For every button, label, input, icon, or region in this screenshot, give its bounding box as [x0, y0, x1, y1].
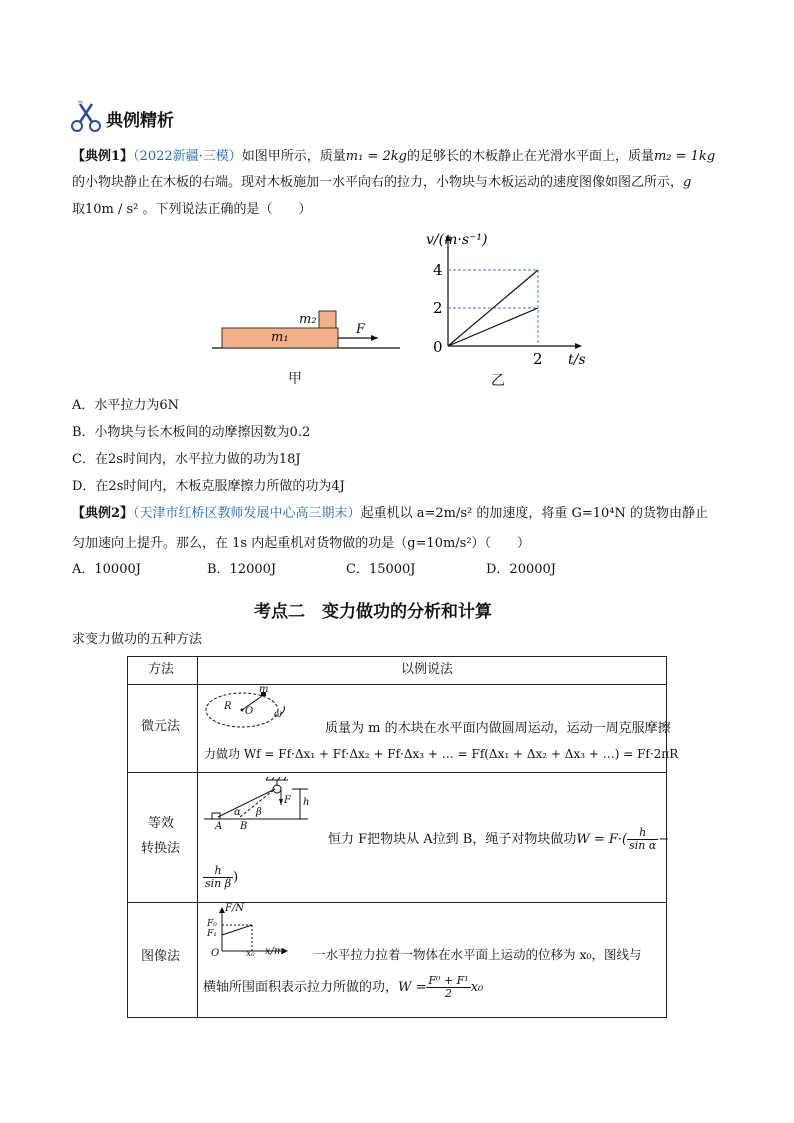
method-micro: 微元法 — [141, 719, 181, 734]
example2-text: 起重机以 a=2m/s² 的加速度，将重 G=10⁴N 的货物由静止 — [360, 506, 709, 521]
example1-text-b: 的足够长的木板静止在光滑水平面上，质量 — [406, 149, 654, 164]
m1-equation: m₁ = 2kg — [345, 149, 407, 164]
equiv-minus: − — [658, 832, 670, 847]
label-m2: m₂ — [299, 312, 317, 327]
ex2-option-a: A．10000J — [72, 562, 141, 577]
frac-h-sin-beta — [203, 865, 233, 890]
example1-line1 — [72, 149, 715, 165]
pulley-label-F: F — [284, 795, 291, 806]
example1-line2 — [72, 175, 691, 191]
equiv-desc — [328, 827, 669, 852]
example1-source: （2022新疆·三模） — [133, 149, 242, 164]
equiv-desc-2 — [203, 865, 238, 890]
circle-label-O: O — [245, 706, 254, 717]
ex2-option-c: C．15000J — [346, 562, 416, 577]
frac1-num: h — [627, 827, 658, 840]
methods-table — [127, 656, 679, 1018]
svg-text:✂: ✂ — [78, 99, 84, 106]
t-axis-arrow — [575, 343, 582, 349]
graph-frac-den: 2 — [445, 987, 453, 1000]
example2-line2: 匀加速向上提升。那么，在 1s 内起重机对货物做的功是（g=10m/s²）（ ） — [72, 536, 531, 551]
circle-label-m: m — [259, 684, 269, 695]
label-m1: m₁ — [271, 330, 289, 345]
equiv-desc-text: 恒力 F把物块从 A拉到 B，绳子对物块做功 — [328, 832, 577, 847]
example2-source: （天津市红桥区教师发展中心高三期末） — [133, 506, 361, 521]
method-graph: 图像法 — [141, 949, 181, 964]
pulley-label-B: B — [240, 821, 248, 832]
scissors-icon — [68, 96, 104, 134]
graph-x0: x₀ — [470, 980, 484, 995]
equiv-close: ) — [233, 870, 239, 885]
ex2-option-d: D．20000J — [486, 562, 556, 577]
frac2-den: sin β — [205, 877, 232, 890]
block-m2 — [319, 311, 336, 328]
y-tick-4: 4 — [433, 261, 443, 279]
ex2-option-b: B．12000J — [207, 562, 277, 577]
circle-label-R: R — [224, 701, 232, 712]
graph-desc-2 — [203, 975, 483, 1000]
pulley-label-h: h — [303, 797, 310, 808]
graph-label-F-axis: F/N — [225, 903, 245, 914]
method-equiv-2: 转换法 — [141, 841, 181, 856]
section2-heading: 考点二 变力做功的分析和计算 — [254, 602, 492, 622]
g-symbol: g — [683, 175, 692, 190]
graph-w-eq: W = — [398, 980, 427, 995]
series-line-1 — [448, 308, 538, 346]
graph-label-O: O — [211, 948, 220, 959]
caption-jia: 甲 — [288, 371, 302, 387]
example1-label: 【典例1】 — [72, 149, 134, 164]
option-c: C．在2s时间内，水平拉力做的功为18J — [72, 452, 301, 467]
example2-line1 — [72, 506, 708, 522]
example1-line2-text: 的小物块静止在木板的右端。现对木板施加一水平向右的拉力，小物块与木板运动的速度图像如图乙所示， — [72, 175, 684, 190]
x-tick-2: 2 — [533, 350, 543, 368]
graph-label-x-axis: x/m — [265, 946, 284, 957]
example2-label: 【典例2】 — [72, 506, 134, 521]
graph-label-F1: F₁ — [207, 929, 217, 939]
micro-desc-1: 质量为 m 的木块在水平面内做圆周运动，运动一周克服摩擦 — [325, 721, 671, 736]
frac1-den: sin α — [629, 839, 657, 852]
caption-yi: 乙 — [491, 373, 505, 389]
equiv-formula-head: W = F·( — [576, 832, 628, 847]
example1-text-a: 如图甲所示，质量 — [241, 149, 346, 164]
graph-label-F0: F₀ — [207, 919, 217, 929]
section-title: 典例精析 — [106, 111, 174, 131]
header-method: 方法 — [148, 662, 175, 677]
y-axis-label: v/(m·s⁻¹) — [426, 232, 488, 248]
option-d: D．在2s时间内，木板克服摩擦力所做的功为4J — [72, 479, 345, 494]
option-a: A．水平拉力为6N — [72, 398, 180, 413]
pulley-label-A: A — [215, 821, 223, 832]
y-tick-2: 2 — [433, 299, 443, 317]
x-axis-label: t/s — [568, 352, 586, 368]
example1-line3: 取10m / s² 。下列说法正确的是（ ） — [72, 202, 312, 217]
circle-label-omega: ω — [274, 709, 283, 720]
frac-h-sin-alpha — [627, 827, 658, 852]
section2-intro: 求变力做功的五种方法 — [72, 632, 203, 647]
graph-frac-num: F⁰ + F¹ — [428, 974, 469, 987]
graph-label-x0: x₀ — [246, 949, 255, 959]
label-F: F — [356, 322, 366, 337]
header-example: 以例说法 — [401, 662, 454, 677]
option-b: B．小物块与长木板间的动摩擦因数为0.2 — [72, 425, 311, 440]
method-equiv-1: 等效 — [148, 816, 175, 831]
vt-chart — [420, 228, 600, 398]
pulley-label-alpha: α — [234, 807, 241, 818]
graph-desc-1: 一水平拉力拉着一物体在水平面上运动的位移为 x₀，图线与 — [313, 947, 642, 962]
m2-equation: m₂ = 1kg — [653, 149, 716, 164]
graph-desc-2-text: 横轴所围面积表示拉力所做的功， — [203, 980, 399, 995]
frac2-num: h — [203, 865, 233, 878]
figure-board-block — [208, 300, 408, 362]
micro-desc-2: 力做功 Wf = Ff·Δx₁ + Ff·Δx₂ + Ff·Δx₃ + … = Ff(Δx₁ + Δx₂ + Δx₃ + …) = Ff·2πR — [204, 747, 679, 761]
tick-0: 0 — [433, 338, 443, 356]
pulley-label-beta: β — [256, 807, 262, 818]
frac-f0-f1 — [426, 975, 470, 1000]
